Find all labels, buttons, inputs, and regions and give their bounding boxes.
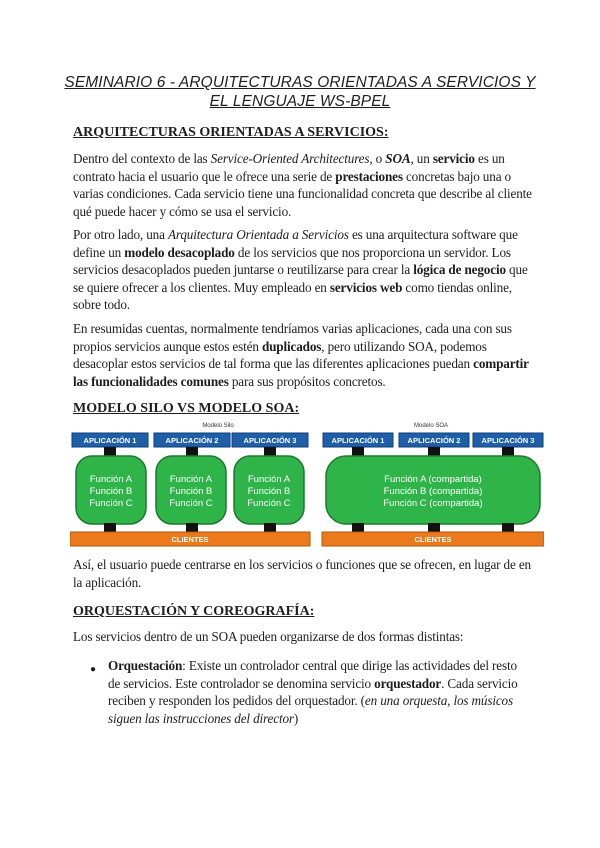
silo-app-2	[154, 433, 230, 447]
silo-model-label: Modelo Silo	[202, 423, 234, 429]
bullet-icon: ●	[90, 664, 97, 675]
paragraph-3: En resumidas cuentas, normalmente tendríamos varias aplicaciones, cada una con sus propios servicios aunque estos estén duplicados, pero utilizando SOA, podemos desacoplar estos servicios de tal forma que las diferentes aplicaciones puedan compartir las funcionalidades comunes para sus propósitos concretos.	[73, 321, 529, 389]
silo-app-1	[72, 433, 148, 447]
svg-text:Función C: Función C	[89, 498, 133, 509]
svg-text:Función B (compartida): Función B (compartida)	[383, 486, 483, 497]
silo-app-3-label: APLICACIÓN 3	[243, 436, 297, 445]
svg-text:Función C (compartida): Función C (compartida)	[383, 498, 483, 509]
svg-text:Función A: Función A	[247, 474, 291, 485]
svg-text:Función B: Función B	[169, 486, 213, 497]
soa-shared-service	[326, 456, 540, 524]
title-line-1: SEMINARIO 6 - ARQUITECTURAS ORIENTADAS A SERVICIOS Y	[64, 74, 536, 91]
silo-clients-bar	[70, 532, 310, 546]
silo-service-1	[76, 456, 146, 524]
page-title	[60, 73, 540, 111]
svg-text:Función B: Función B	[247, 486, 291, 497]
soa-clients-bar	[322, 532, 544, 546]
title-line-2: EL LENGUAJE WS-BPEL	[209, 93, 391, 110]
svg-text:APLICACIÓN 1: APLICACIÓN 1	[331, 436, 385, 445]
bullet-orquestacion: Orquestación: Existe un controlador central que dirige las actividades del resto de servicios. Este controlador se denomina servicio orquestador. Cada servicio reciben y responden los pedidos del orquestador. (en una orquesta, los músicos siguen las instrucciones del director)	[108, 658, 518, 726]
paragraph-5: Los servicios dentro de un SOA pueden organizarse de dos formas distintas:	[73, 629, 464, 644]
heading-soa: ARQUITECTURAS ORIENTADAS A SERVICIOS:	[73, 125, 389, 140]
heading-orquestacion: ORQUESTACIÓN Y COREOGRAFÍA:	[73, 604, 315, 619]
soa-app-2	[399, 433, 469, 447]
svg-text:Función C: Función C	[247, 498, 291, 509]
svg-text:Función C: Función C	[169, 498, 213, 509]
soa-app-3	[473, 433, 543, 447]
paragraph-4: Así, el usuario puede centrarse en los servicios o funciones que se ofrecen, en lugar de en la aplicación.	[73, 557, 531, 590]
soa-model-label: Modelo SOA	[413, 423, 449, 429]
svg-text:CLIENTES: CLIENTES	[171, 535, 209, 544]
svg-text:Función A: Función A	[169, 474, 213, 485]
silo-app-3	[232, 433, 308, 447]
silo-service-3	[234, 456, 304, 524]
svg-text:Función B: Función B	[89, 486, 133, 497]
heading-silo-vs-soa: MODELO SILO VS MODELO SOA:	[73, 401, 300, 416]
silo-vs-soa-diagram	[70, 422, 544, 550]
svg-text:CLIENTES: CLIENTES	[414, 535, 452, 544]
paragraph-2: Por otro lado, una Arquitectura Orientada a Servicios es una arquitectura software que define un modelo desacoplado de los servicios que nos proporciona un servidor. Los servicios desacoplados pueden juntarse o reutilizarse para crear la lógica de negocio que se quiere ofrecer a los clientes. Muy empleado en servicios web como tiendas online, sobre todo.	[73, 227, 528, 313]
silo-service-2	[156, 456, 226, 524]
svg-text:Función A (compartida): Función A (compartida)	[384, 474, 482, 485]
silo-app-1-label: APLICACIÓN 1	[83, 436, 137, 445]
svg-text:APLICACIÓN 2: APLICACIÓN 2	[407, 436, 461, 445]
soa-app-1	[323, 433, 393, 447]
svg-text:APLICACIÓN 3: APLICACIÓN 3	[481, 436, 535, 445]
svg-text:Función A: Función A	[89, 474, 133, 485]
paragraph-1: Dentro del contexto de las Service-Oriented Architectures, o SOA, un servicio es un contrato hacia el usuario que le ofrece una serie de prestaciones concretas bajo una o varias condiciones. Cada servicio tiene una funcionalidad concreta que describe al cliente qué puede hacer y cómo se usa el servicio.	[73, 151, 532, 219]
silo-app-2-label: APLICACIÓN 2	[165, 436, 219, 445]
